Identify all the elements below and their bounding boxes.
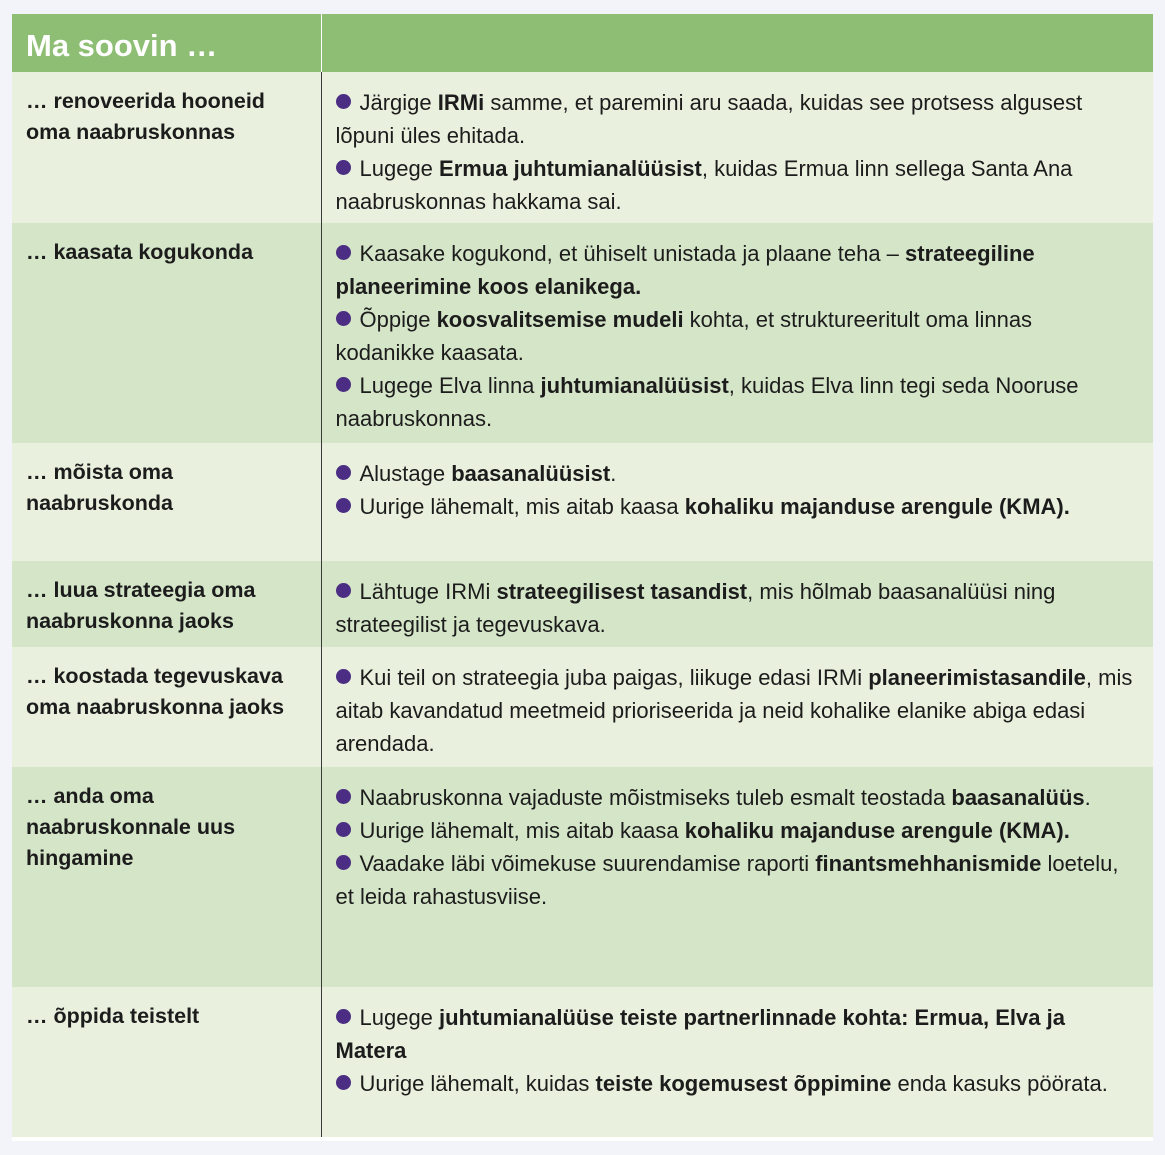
bullet-icon	[336, 583, 351, 598]
actions-cell	[321, 443, 1153, 561]
bullet-icon	[336, 822, 351, 837]
action-text: Kui teil on strateegia juba paigas, liikuge edasi IRMi	[359, 665, 869, 690]
action-text: , kuidas Elva linn tegi seda Nooruse naabruskonnas.	[335, 373, 1079, 431]
actions-cell	[321, 647, 1153, 767]
table-row	[12, 223, 1153, 443]
bullet-icon	[336, 465, 351, 480]
action-text: , kuidas Ermua linn sellega Santa Ana naabruskonnas hakkama sai.	[335, 156, 1073, 214]
action-text: Lugege Elva linna	[359, 373, 541, 398]
emphasis-text: Ermua juhtumianalüüsist	[439, 156, 702, 181]
bullet-icon	[336, 377, 351, 392]
emphasis-text: strateegiline planeerimine koos elanikega.	[335, 241, 1035, 299]
action-text: Lugege	[359, 156, 440, 181]
actions-cell	[321, 561, 1153, 647]
action-item	[336, 369, 1138, 435]
action-item	[336, 86, 1138, 152]
wish-cell: … renoveerida hooneid oma naabruskonnas	[12, 72, 321, 223]
action-item	[336, 575, 1138, 641]
bullet-icon	[336, 94, 351, 109]
bullet-icon	[336, 245, 351, 260]
wish-cell: … luua strateegia oma naabruskonna jaoks	[12, 561, 321, 647]
actions-cell	[321, 767, 1153, 987]
emphasis-text: teiste kogemusest õppimine	[595, 1071, 892, 1096]
emphasis-text: planeerimistasandile	[868, 665, 1086, 690]
table-header	[12, 14, 1153, 72]
action-text: Järgige	[359, 90, 438, 115]
wish-cell: … koostada tegevuskava oma naabruskonna jaoks	[12, 647, 321, 767]
guide-table	[12, 14, 1153, 1137]
action-item	[336, 814, 1138, 847]
actions-cell	[321, 72, 1153, 223]
action-item	[336, 1001, 1138, 1067]
bullet-icon	[336, 789, 351, 804]
document-page	[12, 14, 1153, 1141]
bullet-icon	[336, 498, 351, 513]
emphasis-text: kohaliku majanduse arengule (KMA).	[684, 818, 1070, 843]
table-row	[12, 443, 1153, 561]
action-text: Lugege	[359, 1005, 440, 1030]
action-item	[336, 237, 1138, 303]
table-body	[12, 72, 1153, 1137]
emphasis-text: kohaliku majanduse arengule (KMA).	[684, 494, 1070, 519]
action-text: enda kasuks pöörata.	[891, 1071, 1108, 1096]
bullet-icon	[336, 1009, 351, 1024]
header-wish: Ma soovin …	[12, 14, 321, 72]
emphasis-text: juhtumianalüüsist	[540, 373, 729, 398]
wish-cell: … õppida teistelt	[12, 987, 321, 1137]
action-item	[336, 1067, 1138, 1100]
action-item	[336, 661, 1138, 760]
action-text: Alustage	[359, 461, 452, 486]
table-row	[12, 647, 1153, 767]
bullet-icon	[336, 669, 351, 684]
action-item	[336, 457, 1138, 490]
emphasis-text: baasanalüüs	[951, 785, 1085, 810]
action-item	[336, 847, 1138, 913]
action-text: kohta, et struktureeritult oma linnas kodanikke kaasata.	[335, 307, 1033, 365]
actions-cell	[321, 987, 1153, 1137]
actions-cell	[321, 223, 1153, 443]
table-row	[12, 72, 1153, 223]
action-text: samme, et paremini aru saada, kuidas see protsess algusest lõpuni üles ehitada.	[335, 90, 1083, 148]
wish-cell: … mõista oma naabruskonda	[12, 443, 321, 561]
emphasis-text: baasanalüüsist	[451, 461, 611, 486]
action-text: Õppige	[359, 307, 437, 332]
bullet-icon	[336, 311, 351, 326]
action-text: Uurige lähemalt, mis aitab kaasa	[359, 494, 685, 519]
wish-cell: … anda oma naabruskonnale uus hingamine	[12, 767, 321, 987]
wish-cell: … kaasata kogukonda	[12, 223, 321, 443]
action-item	[336, 490, 1138, 523]
emphasis-text: strateegilisest tasandist	[496, 579, 748, 604]
header-actions	[321, 14, 1153, 72]
action-text: loetelu, et leida rahastusviise.	[335, 851, 1119, 909]
action-item	[336, 152, 1138, 218]
bullet-icon	[336, 855, 351, 870]
emphasis-text: IRMi	[437, 90, 485, 115]
bullet-icon	[336, 1075, 351, 1090]
emphasis-text: finantsmehhanismide	[815, 851, 1042, 876]
action-item	[336, 303, 1138, 369]
action-text: Uurige lähemalt, kuidas	[359, 1071, 596, 1096]
action-text: Vaadake läbi võimekuse suurendamise raporti	[359, 851, 816, 876]
table-row	[12, 987, 1153, 1137]
action-item	[336, 781, 1138, 814]
action-text: .	[1084, 785, 1091, 810]
action-text: Kaasake kogukond, et ühiselt unistada ja plaane teha –	[359, 241, 906, 266]
action-text: Lähtuge IRMi	[359, 579, 497, 604]
emphasis-text: juhtumianalüüse teiste partnerlinnade kohta: Ermua, Elva ja Matera	[335, 1005, 1065, 1063]
action-text: .	[610, 461, 617, 486]
action-text: , mis hõlmab baasanalüüsi ning strateegilist ja tegevuskava.	[335, 579, 1056, 637]
emphasis-text: koosvalitsemise mudeli	[436, 307, 684, 332]
bullet-icon	[336, 160, 351, 175]
action-text: Uurige lähemalt, mis aitab kaasa	[359, 818, 685, 843]
action-text: , mis aitab kavandatud meetmeid prioriseerida ja neid kohalike elanike abiga edasi arendada.	[335, 665, 1133, 756]
table-row	[12, 561, 1153, 647]
table-row	[12, 767, 1153, 987]
action-text: Naabruskonna vajaduste mõistmiseks tuleb esmalt teostada	[359, 785, 952, 810]
